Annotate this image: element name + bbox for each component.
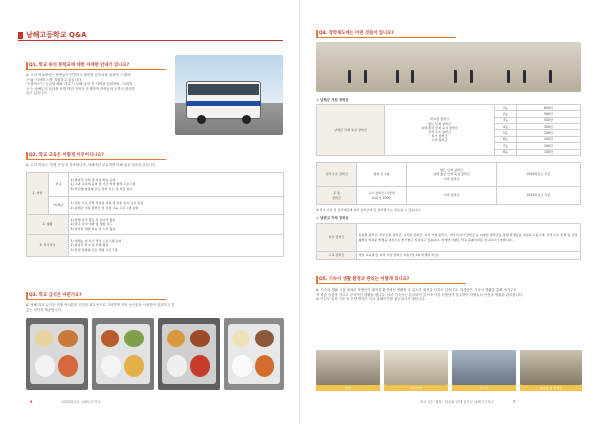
table-row: 1. 학업 학교 1) 방과후 수업 및 자율 학습 운영 2) 교과 교실제 운영 및 기초 학력 향상 프로그램 3) 학년별 맞춤형 진로 진학 지도 및 상담 실시 — [27, 173, 284, 197]
meal-photo — [92, 318, 154, 390]
table-row: 4등 300만 — [317, 124, 581, 130]
table-row: 고교 장학금 경남 교육청 및 지역 기관 장학금 지원 (연 1회 학생당 지급) — [317, 252, 581, 260]
page-title: 남해고등학교 Q&A — [26, 31, 87, 39]
ceremony-photo — [316, 42, 581, 92]
right-page — [300, 0, 600, 424]
scholarship-table-1 — [316, 104, 581, 156]
education-table — [26, 172, 284, 257]
table-row: 3등 500만 — [317, 117, 581, 123]
q1-answer: A. 우리 학교에서는 학생들이 안전하고 편리한 등하교를 위하여 '스쿨버 스'와 '시외버스'를 지원하고 있습니다. '스쿨버스'는 등교할 때와 하교 시 남해 읍내 전 지역을 순회하며, '시외버 스'는 남해군의 읍내를 포함 여러 지역을 운행하여 학생들의 등하교 편의를 돕고 있습니다. — [26, 73, 135, 96]
caption: 기숙사 방 — [384, 385, 448, 391]
table-row: 공 통 장학금 고교 장학금 / 1인당 최대 연 200만 고액 장학금 2025학년도 기준 — [317, 187, 581, 205]
q4-header — [316, 30, 456, 38]
table-row: 2. 생활 1) 학생 자치 활동 및 동아리 활동 2) 학교 폭력 예방 및 생활 지도 3) 다양한 체험 학습 및 수련 활동 — [27, 215, 284, 235]
meal-photo — [26, 318, 88, 390]
table-row: 8등 100만 — [317, 149, 581, 155]
q2-answer: A. 우리 학교는 '학생 중심'을 강조합니다. 아래에서 공유하면 이해 쉬운 다음과 같습니다. — [26, 163, 157, 167]
q5-header — [316, 276, 466, 284]
q3-title: Q3. 학교 급식은 어떤가요? — [29, 293, 82, 298]
table-row: 6등 100만 — [317, 136, 581, 142]
table-row: 3. 특기적성 1) 예체능 및 특기 적성 프로그램 운영 2) 방과후 학교 및 특별 활동 3) 학생 맞춤형 진로 체험 프로그램 — [27, 235, 284, 257]
title-mark — [18, 32, 23, 39]
caption: 기숙사 — [452, 385, 516, 391]
q5-answer: A. 기숙사 생활 시설 내에서 학생들이 쾌적한 환경에서 생활할 수 있도록 최선을 다하고 있습니다. 학생들은 기숙사 생활을 통해 자기주도 적 학습 습관을 기르고 규칙적인 생활을 합니다. 남녀 기숙사는 분리되어 있으며 사감 선생님이 상주하여 학생들의 안전과 생활을 관리합니다. ※ 기숙사 입사 기준 및 선발 방법은 학교 홈페이지를 참고하시기 바랍니다. — [316, 288, 524, 302]
page-number: 6 — [30, 400, 33, 404]
page-title-bar — [18, 31, 283, 41]
q2-title: Q2. 학교 교육은 어떻게 이루어지나요? — [29, 153, 104, 158]
page-number: 7 — [512, 400, 516, 404]
dorm-photo-room — [384, 350, 448, 385]
q3-header — [26, 292, 166, 300]
bus-photo — [175, 55, 283, 135]
caption: 학습실 및 휴게실 — [520, 385, 582, 391]
table-row: 5등 200만 — [317, 130, 581, 136]
table-row: 성적 우수 장학금 졸업 전 1회 향토 인재 장학금 남해 출신 인재 육성 장학금 고액 장학금 2025학년도 기준 — [317, 163, 581, 187]
scholarship-table-3 — [316, 223, 581, 260]
table-row: 2등 500만 — [317, 111, 581, 117]
q1-header — [26, 62, 166, 70]
q3-answer: A. 남해 학교 급식은 학생 여러분의 건강을 최우선으로 고려하여 지역 농산물을 사용하여 건강하고 맛 있는 식단을 제공합니다. — [26, 303, 175, 312]
q1-title: Q1. 학교 위치 통학교에 대한 자세한 안내가 있나요? — [29, 63, 130, 68]
scholarship-heading-1: ◎ 남해군 지원 장학금 — [316, 98, 349, 102]
dorm-photo-study — [520, 350, 582, 385]
left-footer: 6 2025학년도 남해고등학교 — [30, 400, 101, 404]
right-footer: 학교 2층 '행복', 학교와 함께 꿈꾸는 남해고등학교 7 — [420, 400, 516, 404]
caption: 현관 — [316, 385, 380, 391]
table-row: 남해군 인재 육성 장학금 학교장 장학금 향토 인재 장학금 남해 출신 인재 육성 장학금 성적 우수 장학금 특기 장학금 고액 장학금 1등 800만 — [317, 105, 581, 111]
scholarship-heading-2: ◎ 남해고 자체 장학금 — [316, 216, 349, 220]
scholarship-note: ※ 학교 사정 및 장학재단에 따라 장학금액 및 장학생 수는 변동될 수 있습니다. — [316, 208, 422, 212]
q2-header — [26, 152, 166, 160]
dorm-photo-building — [452, 350, 516, 385]
meal-photo — [224, 318, 284, 390]
q5-title: Q5. 기숙사 생활 환경과 관리는 어떻게 되나요? — [319, 277, 410, 282]
dorm-photo-lobby — [316, 350, 380, 385]
table-row: *남해군 1) 대입 진로 진학 컨설팅 지원 및 전문 입시 강사 초빙 2) 남해군 지원 장학금 및 각종 교육 프로그램 운영 — [27, 197, 284, 215]
scholarship-table-2 — [316, 162, 581, 205]
table-row: 7등 100만 — [317, 143, 581, 149]
table-row: 일반 장학금 동창회 장학금, 학부모회 장학금, 교직원 장학금, 지역 기업 장학금, 기타 독지가 장학금 등 다양한 장학금을 통해 학생들을 지원하고 있으며, 성적 우수 학생 및 가정 형편이 어려운 학생을 대상으로 학기별로 지급하고 있습니다. 자세한 사항은 학교 홈페이지를 참고하시기 바랍니다. — [317, 224, 581, 252]
q4-title: Q4. 장학제도에는 어떤 것들이 있나요? — [319, 31, 394, 36]
meal-photo — [158, 318, 220, 390]
